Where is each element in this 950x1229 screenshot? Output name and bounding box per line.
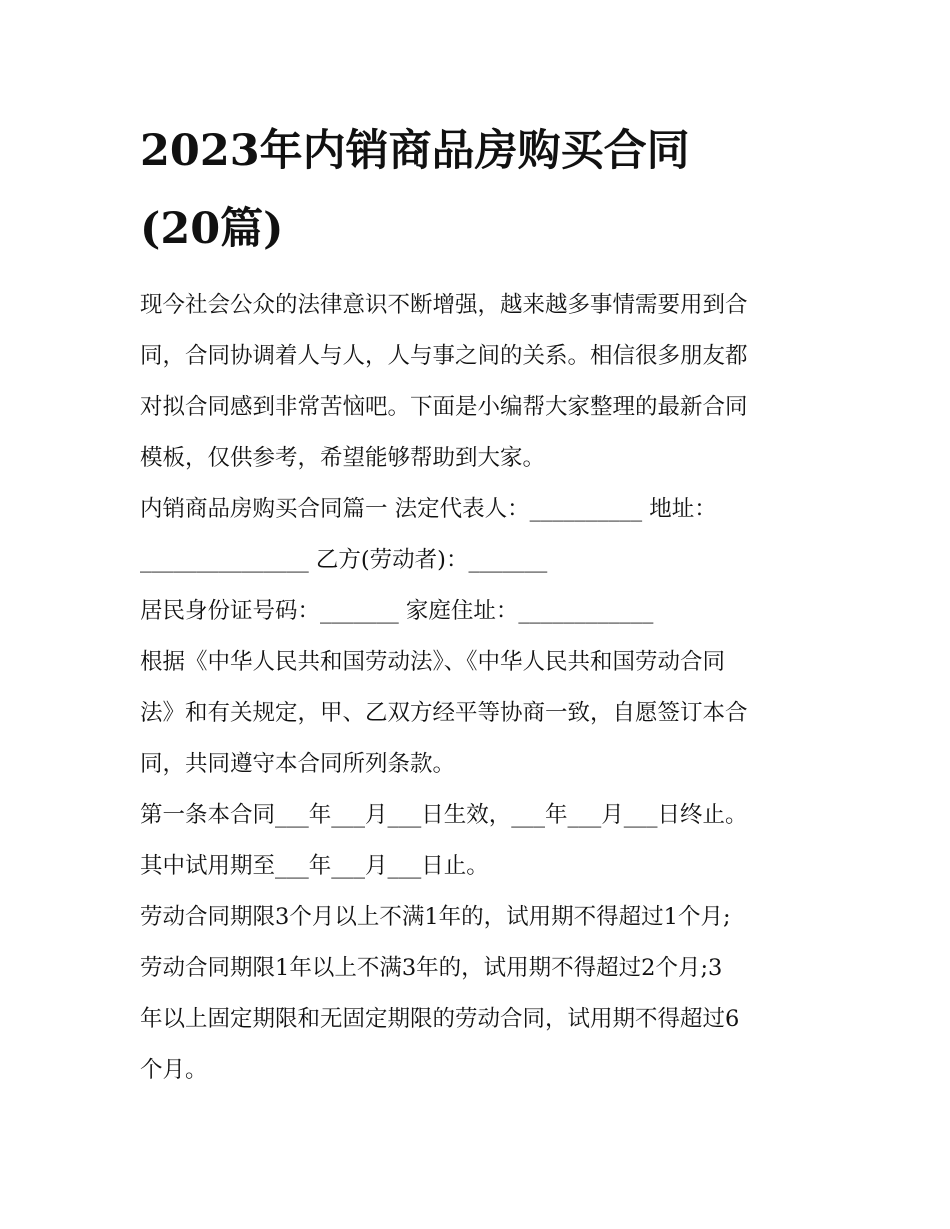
text-line: _______________ 乙方(劳动者)：_______: [140, 547, 548, 573]
text-line: 劳动合同期限1年以上不满3年的，试用期不得超过2个月;3: [140, 955, 723, 981]
text-line: 同，共同遵守本合同所列条款。: [140, 751, 456, 777]
text-line: 其中试用期至___年___月___日止。: [140, 853, 489, 879]
title-line-1: 2023年内销商品房购买合同: [140, 126, 690, 176]
paragraph-legal-basis: [140, 637, 820, 790]
paragraph-article-one: [140, 790, 820, 892]
text-line: 居民身份证号码：_______ 家庭住址：____________: [140, 598, 654, 624]
text-line: 法》和有关规定，甲、乙双方经平等协商一致，自愿签订本合: [140, 700, 748, 726]
paragraph-intro: [140, 280, 820, 484]
text-line: 同，合同协调着人与人，人与事之间的关系。相信很多朋友都: [140, 343, 748, 369]
text-line: 现今社会公众的法律意识不断增强，越来越多事情需要用到合: [140, 292, 748, 318]
text-line: 根据《中华人民共和国劳动法》、《中华人民共和国劳动合同: [140, 649, 726, 675]
text-line: 内销商品房购买合同篇一 法定代表人：__________ 地址：: [140, 496, 717, 522]
document-page: [140, 112, 820, 1096]
text-line: 模板，仅供参考，希望能够帮助到大家。: [140, 445, 546, 471]
text-line: 第一条本合同___年___月___日生效，___年___月___日终止。: [140, 802, 748, 828]
text-line: 个月。: [140, 1057, 208, 1083]
paragraph-id-address: [140, 586, 820, 637]
title-line-2: (20篇): [140, 204, 284, 254]
document-title: [140, 112, 820, 268]
paragraph-probation: [140, 892, 820, 1096]
text-line: 对拟合同感到非常苦恼吧。下面是小编帮大家整理的最新合同: [140, 394, 748, 420]
text-line: 年以上固定期限和无固定期限的劳动合同，试用期不得超过6: [140, 1006, 740, 1032]
text-line: 劳动合同期限3个月以上不满1年的，试用期不得超过1个月;: [140, 904, 731, 930]
paragraph-parties: [140, 484, 820, 586]
